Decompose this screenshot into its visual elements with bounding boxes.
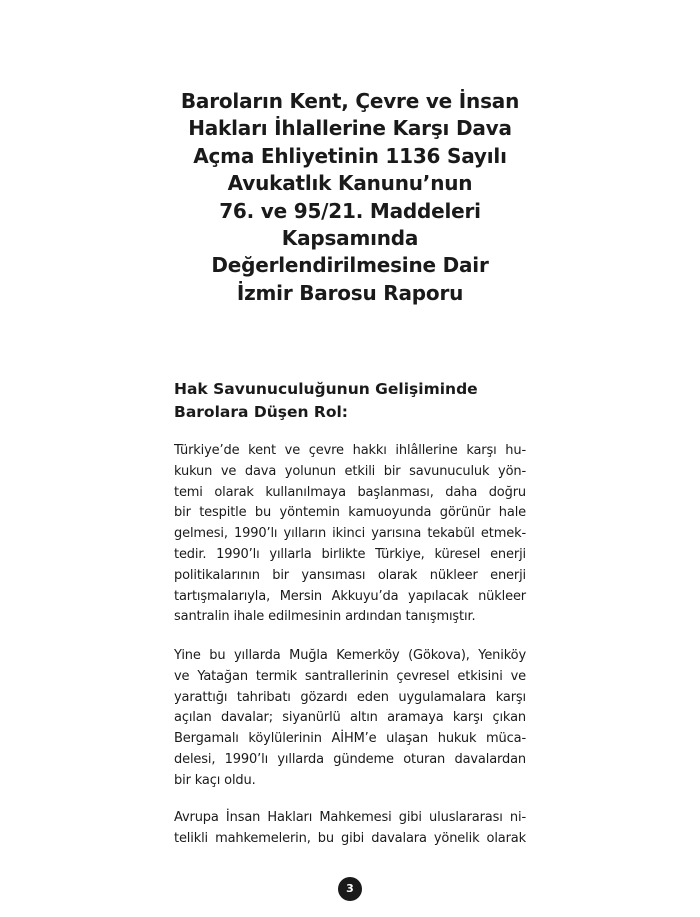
text-line: telikli mahkemelerin, bu gibi davalara yönelik olarak: [174, 830, 526, 846]
title-line: İzmir Barosu Raporu: [236, 280, 464, 305]
paragraph-1: [174, 441, 526, 628]
text-line: açılan davalar; siyanürlü altın aramaya karşı çıkan: [174, 710, 526, 726]
title-line: Kapsamında: [281, 226, 419, 251]
text-line: Avrupa İnsan Hakları Mahkemesi gibi uluslararası ni-: [174, 810, 526, 825]
text-line: bir kaçı oldu.: [174, 772, 256, 788]
text-line: politikalarının bir yansıması olarak nükleer enerji: [174, 567, 526, 583]
text-line: kukun ve dava yolunun etkili bir savunuculuk yön-: [174, 463, 526, 479]
section-heading-line: Barolara Düşen Rol:: [174, 403, 349, 421]
page-number-badge: 3: [338, 877, 362, 901]
title-line: Değerlendirilmesine Dair: [211, 253, 489, 278]
text-line: tedir. 1990’lı yıllarla birlikte Türkiye, küresel enerji: [174, 546, 526, 562]
text-line: temi olarak kullanılmaya başlanması, daha doğru: [174, 484, 526, 500]
text-line: Bergamalı köylülerinin AİHM’e ulaşan hukuk müca-: [174, 731, 526, 747]
document-title: [150, 88, 550, 307]
section-heading-line: Hak Savunuculuğunun Gelişiminde: [174, 380, 478, 398]
text-line: santralin ihale edilmesinin ardından tanışmıştır.: [174, 609, 476, 625]
title-line: 76. ve 95/21. Maddeleri: [219, 198, 481, 223]
text-line: Yine bu yıllarda Muğla Kemerköy (Gökova), Yeniköy: [174, 648, 526, 663]
text-line: yarattığı tahribatı gözardı eden uygulamalara karşı: [174, 689, 526, 705]
text-line: ve Yatağan termik santrallerinin çevresel etkisini ve: [174, 668, 526, 684]
title-line: Avukatlık Kanunu’nun: [227, 171, 473, 196]
text-line: Türkiye’de kent ve çevre hakkı ihlâllerine karşı hu-: [174, 443, 526, 458]
text-line: gelmesi, 1990’lı yılların ikinci yarısına tekabül etmek-: [174, 526, 526, 542]
paragraph-3: [174, 808, 526, 850]
title-line: Açma Ehliyetinin 1136 Sayılı: [193, 143, 507, 168]
text-line: tartışmalarıyla, Mersin Akkuyu’da yapılacak nükleer: [174, 588, 526, 604]
text-line: delesi, 1990’lı yıllarda gündeme oturan davalardan: [174, 751, 526, 767]
text-line: bir tespitle bu yöntemin kamuoyunda görünür hale: [174, 505, 526, 521]
title-line: Hakları İhlallerine Karşı Dava: [188, 116, 512, 141]
section-heading: [174, 378, 534, 424]
title-line: Baroların Kent, Çevre ve İnsan: [180, 89, 520, 113]
paragraph-2: [174, 646, 526, 792]
